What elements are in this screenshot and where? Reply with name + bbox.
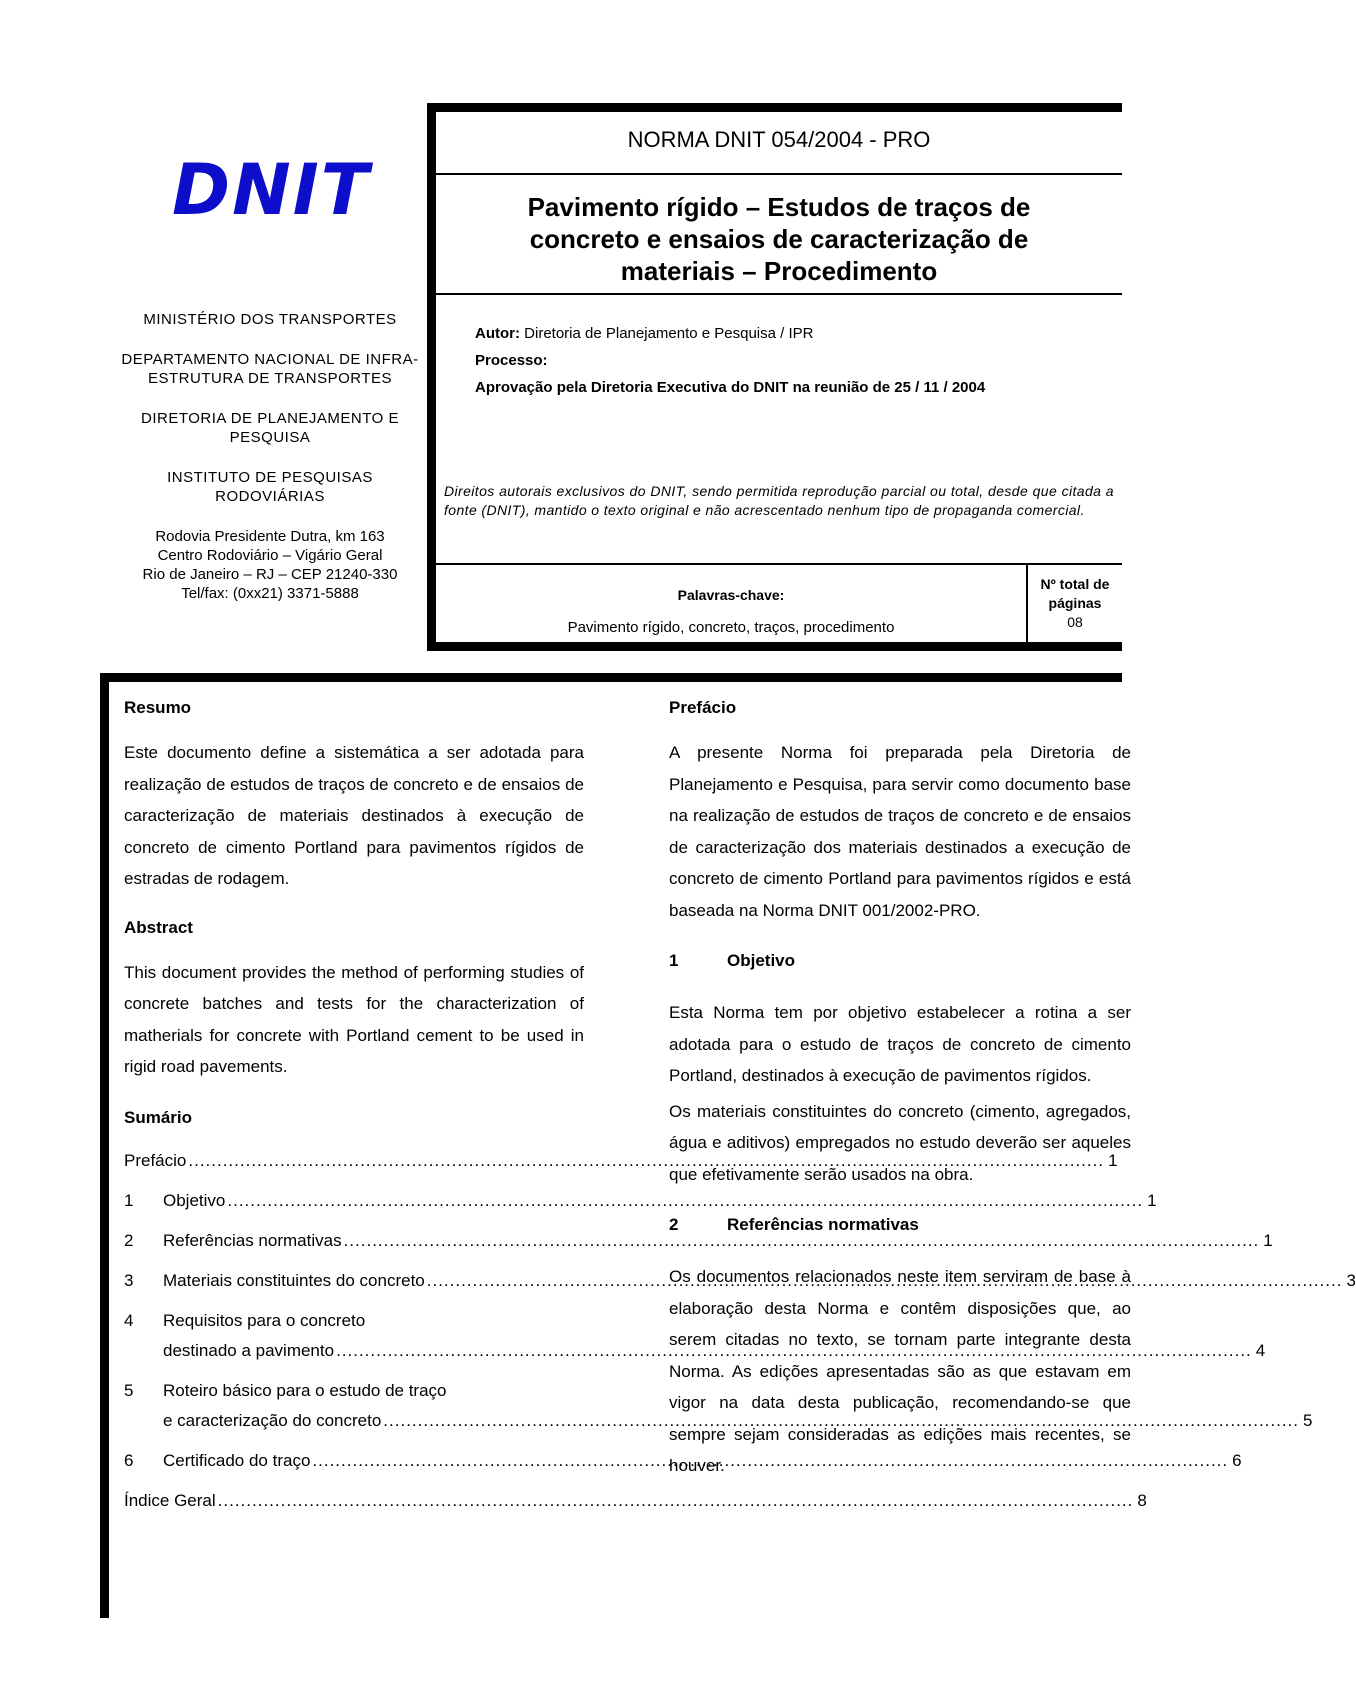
- toc-entry-number: 6: [124, 1450, 134, 1470]
- address-line2: Centro Rodoviário – Vigário Geral: [157, 547, 383, 564]
- right-column: [669, 682, 1131, 1482]
- ministry-name: MINISTÉRIO DOS TRANSPORTES: [143, 311, 397, 328]
- toc-entry[interactable]: [124, 1446, 1242, 1476]
- address-line1: Rodovia Presidente Dutra, km 163: [155, 528, 385, 545]
- address-line3: Rio de Janeiro – RJ – CEP 21240-330: [142, 566, 398, 583]
- sumario-heading: Sumário: [124, 1107, 193, 1127]
- toc-entry-title: Prefácio: [124, 1150, 187, 1170]
- toc-entry-title-line1: Requisitos para o concreto: [163, 1310, 366, 1330]
- institute-line1: INSTITUTO DE PESQUISAS: [167, 469, 373, 486]
- approval-row: [475, 379, 1095, 397]
- department: [110, 350, 430, 388]
- process-row: [475, 352, 1095, 370]
- toc-entry-page: 8: [1137, 1490, 1147, 1510]
- keywords-value: Pavimento rígido, concreto, traços, procedimento: [567, 619, 895, 636]
- toc-entry[interactable]: [124, 1146, 1118, 1176]
- page-count-cell: [1028, 565, 1122, 651]
- toc-entry-page: 1: [1147, 1190, 1157, 1210]
- institute: [110, 468, 430, 506]
- page-count-label: [1028, 565, 1122, 613]
- institution-info: [110, 310, 430, 624]
- toc-entry-page: 4: [1255, 1340, 1266, 1360]
- toc-entry-page: 6: [1232, 1450, 1242, 1470]
- keywords-label: Palavras-chave:: [677, 587, 785, 603]
- institute-line2: RODOVIÁRIAS: [215, 488, 325, 505]
- page-count-label-line1: Nº total de: [1040, 576, 1110, 592]
- section-2-paragraph-1: Os documentos relacionados neste item serviram de base à elaboração desta Norma e contêm disposições que, ao serem citadas no texto, se tornam parte integrante desta Norma. As edições apresentadas são as que estavam em vigor na data desta publicação, recomendando-se que sempre sejam consideradas as edições mais recentes, se houver.: [669, 1267, 1131, 1475]
- section-1-heading: [669, 949, 1131, 973]
- toc-entry[interactable]: [124, 1486, 1147, 1516]
- page-count-value: 08: [1067, 614, 1083, 630]
- toc-entry[interactable]: [124, 1266, 1356, 1296]
- section-2-title: Referências normativas: [727, 1215, 919, 1234]
- keywords-cell: [436, 565, 1028, 651]
- toc-entry-title: Referências normativas: [163, 1230, 342, 1250]
- document-title: [436, 175, 1122, 295]
- keywords-row: [436, 563, 1122, 653]
- section-1-title: Objetivo: [727, 951, 796, 970]
- toc-entry-title: Materiais constituintes do concreto: [163, 1270, 425, 1290]
- department-line1: DEPARTAMENTO NACIONAL DE INFRA-: [121, 351, 419, 368]
- document-body: [100, 673, 1356, 1618]
- process-label: Processo:: [475, 352, 548, 369]
- toc-entry-page: 3: [1346, 1270, 1356, 1290]
- approval-text: Aprovação pela Diretoria Executiva do DNIT na reunião de 25 / 11 / 2004: [475, 379, 986, 396]
- dnit-logo: DNIT: [172, 149, 371, 231]
- resumo-text: Este documento define a sistemática a ser adotada para realização de estudos de traços de concreto e de ensaios de caracterização de materiais destinados à execução de concreto de cimento Portland para pavimentos rígidos de estradas de rodagem.: [124, 743, 584, 888]
- toc-entry-title: Objetivo: [163, 1190, 226, 1210]
- prefacio-heading: Prefácio: [669, 698, 737, 717]
- section-1-number: 1: [669, 951, 679, 970]
- toc-dot-leader: [218, 1486, 1134, 1516]
- copyright-notice: Direitos autorais exclusivos do DNIT, sendo permitida reprodução parcial ou total, desde que citada a fonte (DNIT), mantido o texto original e não acrescentado nenhum tipo de propaganda comercial.: [444, 483, 1114, 518]
- toc-entry-number: 5: [124, 1380, 134, 1400]
- toc-entry-number: 2: [124, 1230, 134, 1250]
- toc-entry-title: Certificado do traço: [163, 1450, 311, 1470]
- author-label: Autor:: [475, 325, 520, 342]
- toc-entry-number: 4: [124, 1310, 134, 1330]
- toc-entry-number: 3: [124, 1270, 134, 1290]
- ministry: [110, 310, 430, 329]
- toc-entry-page: 5: [1303, 1410, 1313, 1430]
- title-line3: materiais – Procedimento: [620, 256, 938, 286]
- section-1-paragraph-1: Esta Norma tem por objetivo estabelecer a rotina a ser adotada para o estudo de traços de concreto de cimento Portland, destinados à execução de pavimentos rígidos.: [669, 1003, 1131, 1085]
- directorate-line2: PESQUISA: [229, 429, 311, 446]
- toc-entry-page: 1: [1108, 1150, 1118, 1170]
- toc-entry-number: 1: [124, 1190, 134, 1210]
- page-count-label-line2: páginas: [1048, 595, 1102, 611]
- prefacio-text: A presente Norma foi preparada pela Diretoria de Planejamento e Pesquisa, para servir como documento base na realização de estudos de traços de concreto e de ensaios de caracterização dos materiais destinados a execução de concreto de cimento Portland para pavimentos rígidos e está baseada na Norma DNIT 001/2002-PRO.: [669, 743, 1131, 920]
- resumo-heading: Resumo: [124, 698, 192, 717]
- toc-entry-title: Índice Geral: [124, 1490, 216, 1510]
- section-2-number: 2: [669, 1215, 679, 1234]
- author-row: [475, 325, 1095, 343]
- department-line2: ESTRUTURA DE TRANSPORTES: [148, 370, 392, 387]
- document-meta: [475, 325, 1095, 406]
- toc-entry-title: e caracterização do concreto: [163, 1410, 382, 1430]
- section-2-heading: [669, 1213, 1131, 1237]
- norma-header-box: [427, 103, 1122, 651]
- author-value: Diretoria de Planejamento e Pesquisa / IPR: [524, 325, 814, 342]
- toc-entry-page: 1: [1263, 1230, 1273, 1250]
- toc-entry[interactable]: [124, 1306, 1266, 1366]
- address: [110, 527, 430, 603]
- toc-entry-title-line1: Roteiro básico para o estudo de traço: [163, 1380, 447, 1400]
- directorate-line1: DIRETORIA DE PLANEJAMENTO E: [140, 410, 399, 427]
- toc-entry-title: destinado a pavimento: [163, 1340, 335, 1360]
- address-line4: Tel/fax: (0xx21) 3371-5888: [181, 585, 359, 602]
- abstract-text: This document provides the method of performing studies of concrete batches and tests for the characterization of matherials for concrete with Portland cement to be used in rigid road pavements.: [124, 962, 584, 1076]
- toc-entry[interactable]: [124, 1226, 1273, 1256]
- abstract-heading: Abstract: [124, 917, 193, 937]
- norma-code: NORMA DNIT 054/2004 - PRO: [436, 112, 1122, 175]
- toc-entry[interactable]: [124, 1376, 1313, 1436]
- directorate: [110, 409, 430, 447]
- section-1-paragraph-2: Os materiais constituintes do concreto (cimento, agregados, água e aditivos) empregados no estudo deverão ser aqueles que efetivamente serão usados na obra.: [669, 1101, 1131, 1184]
- toc-entry[interactable]: [124, 1186, 1157, 1216]
- title-line2: concreto e ensaios de caracterização de: [529, 224, 1029, 254]
- title-line1: Pavimento rígido – Estudos de traços de: [527, 192, 1031, 222]
